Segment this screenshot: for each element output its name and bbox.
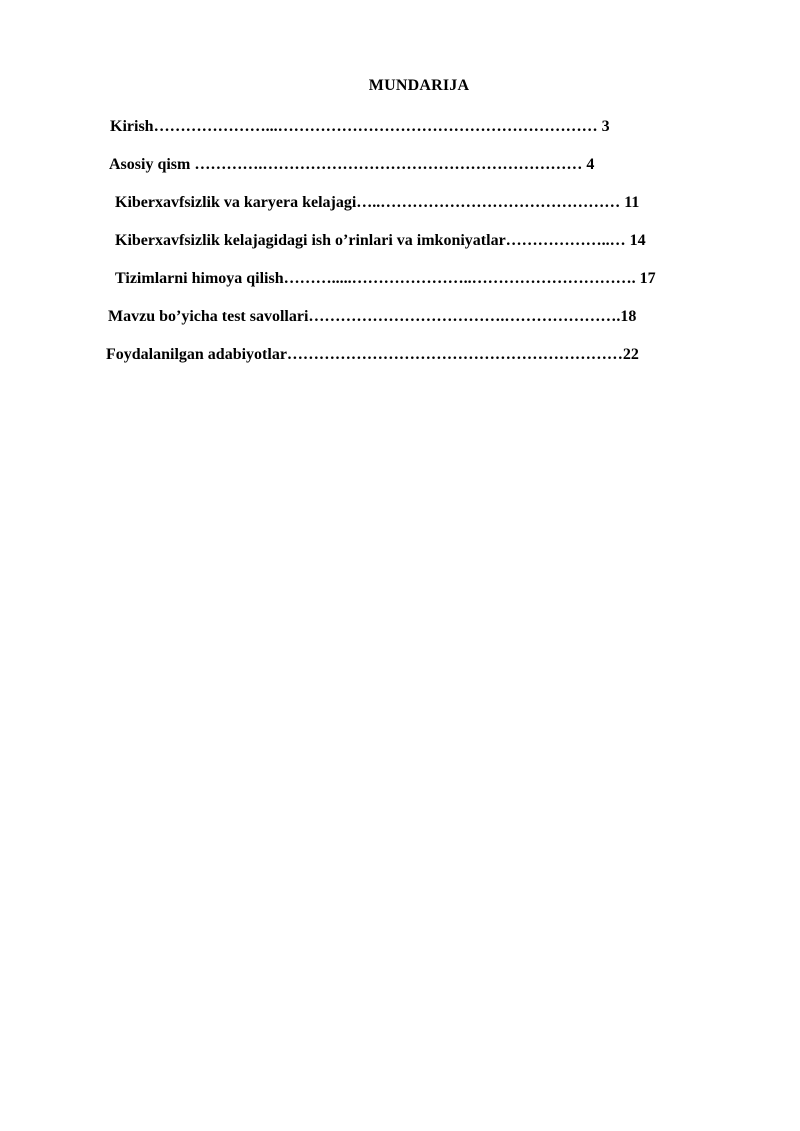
toc-entry-test-savollari: Mavzu bo’yicha test savollari……………………………….………………….18	[108, 308, 637, 325]
toc-entry-tizimlarni-himoya: Tizimlarni himoya qilish……….....…………………..…………………………. 17	[115, 270, 656, 287]
toc-entry-ish-orinlari: Kiberxavfsizlik kelajagidagi ish o’rinlari va imkoniyatlar………………..… 14	[115, 232, 646, 249]
toc-entry-kirish: Kirish…………………...…………………………………………………… 3	[110, 118, 610, 135]
toc-entry-karyera-kelajagi: Kiberxavfsizlik va karyera kelajagi…..……………………………………… 11	[115, 194, 640, 211]
toc-entry-asosiy-qism: Asosiy qism ………….…………………………………………………… 4	[109, 156, 595, 173]
toc-entry-adabiyotlar: Foydalanilgan adabiyotlar………………………………………………………22	[106, 346, 639, 363]
page-title: MUNDARIJA	[368, 77, 470, 94]
